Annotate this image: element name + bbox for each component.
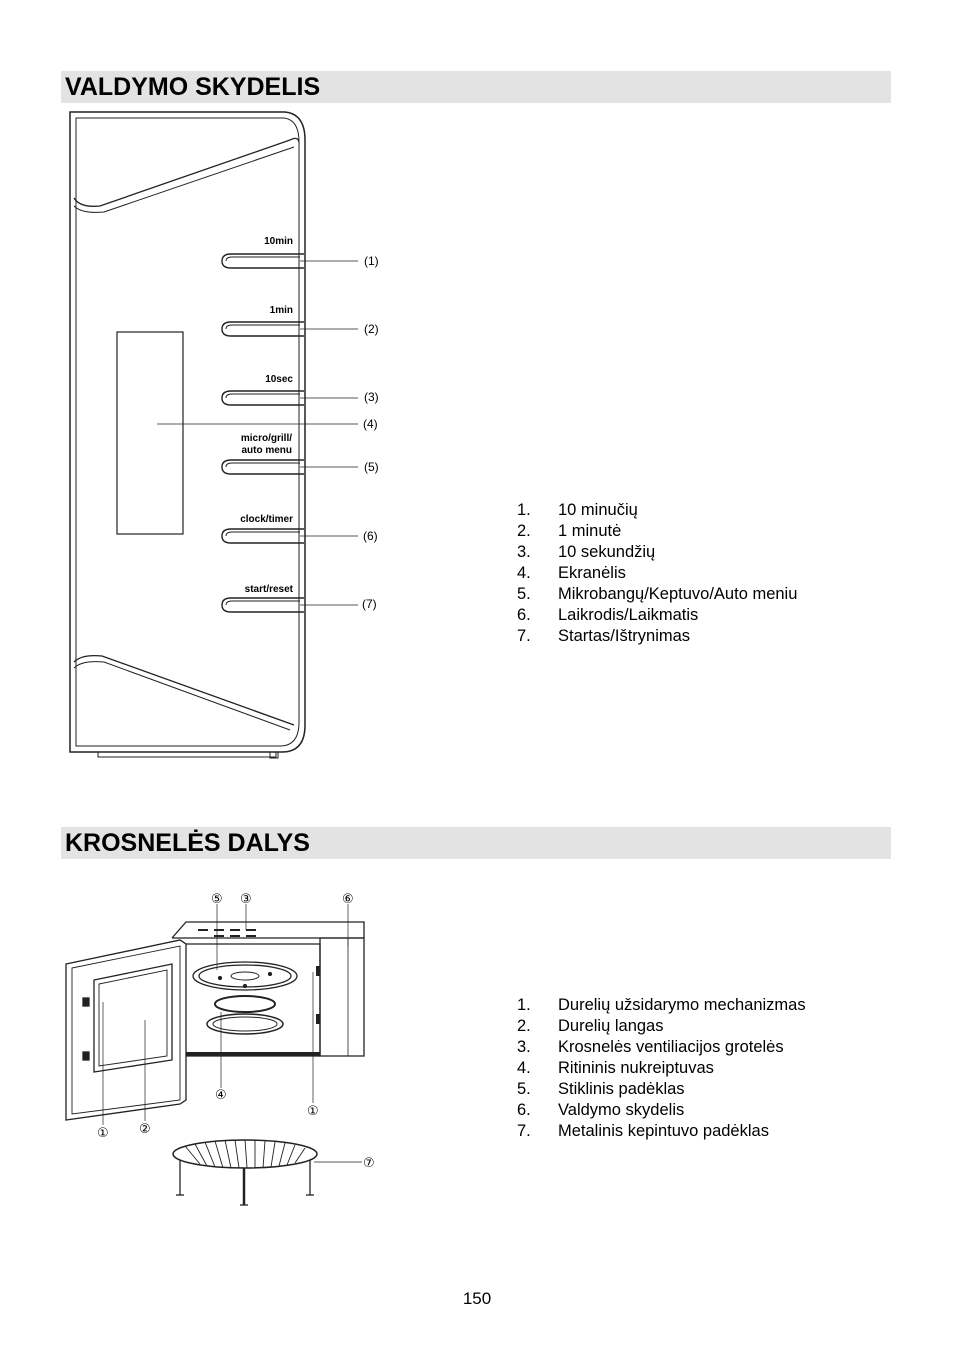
- control-legend-item-number: 2.: [517, 522, 531, 540]
- parts-legend-item-number: 3.: [517, 1038, 531, 1056]
- parts-legend-item-text: Durelių langas: [558, 1017, 664, 1035]
- callout-c7: ⑦: [363, 1156, 375, 1171]
- section-title-oven-parts: KROSNELĖS DALYS: [61, 827, 891, 859]
- control-legend-item-number: 4.: [517, 564, 531, 582]
- callout-1: (1): [364, 254, 379, 268]
- parts-legend-item-number: 4.: [517, 1059, 531, 1077]
- parts-legend-item-number: 6.: [517, 1101, 531, 1119]
- callout-2: (2): [364, 322, 379, 336]
- control-legend-item-number: 3.: [517, 543, 531, 561]
- button-label-1min: 1min: [269, 305, 293, 316]
- parts-legend-item-number: 5.: [517, 1080, 531, 1098]
- control-legend-item-text: Ekranėlis: [558, 564, 626, 582]
- parts-legend-item-text: Valdymo skydelis: [558, 1101, 685, 1119]
- button-label-clock-timer: clock/timer: [240, 514, 293, 525]
- control-legend-item-text: 10 sekundžių: [558, 543, 656, 561]
- parts-legend-item-number: 7.: [517, 1122, 531, 1140]
- callout-c5: ⑤: [211, 892, 223, 907]
- control-legend-item-text: Startas/Ištrynimas: [558, 627, 691, 645]
- parts-legend-item-text: Ritininis nukreiptuvas: [558, 1059, 714, 1077]
- page-number: 150: [462, 1289, 492, 1308]
- callout-4: (4): [363, 417, 378, 431]
- callout-c4: ④: [215, 1088, 227, 1103]
- callout-c1-left: ①: [97, 1126, 109, 1141]
- button-label-10sec: 10sec: [265, 374, 293, 385]
- control-legend-item-number: 7.: [517, 627, 531, 645]
- control-legend-item-text: 1 minutė: [558, 522, 622, 540]
- parts-legend-item-text: Krosnelės ventiliacijos grotelės: [558, 1038, 784, 1056]
- button-label-micro-grill: micro/grill/: [240, 433, 292, 444]
- control-legend-item-text: Mikrobangų/Keptuvo/Auto meniu: [558, 585, 798, 603]
- control-legend-item-text: Laikrodis/Laikmatis: [558, 606, 699, 624]
- callout-c1-right: ①: [307, 1104, 319, 1119]
- callout-c3: ③: [240, 892, 252, 907]
- parts-legend-item-number: 2.: [517, 1017, 531, 1035]
- callout-c6: ⑥: [342, 892, 354, 907]
- control-legend-item-text: 10 minučių: [558, 501, 638, 519]
- control-legend-item-number: 6.: [517, 606, 531, 624]
- button-label-auto-menu: auto menu: [241, 445, 292, 456]
- control-legend-item-number: 5.: [517, 585, 531, 603]
- button-label-start-reset: start/reset: [244, 584, 293, 595]
- callout-5: (5): [364, 460, 379, 474]
- parts-legend-item-number: 1.: [517, 996, 531, 1014]
- parts-legend-item-text: Durelių užsidarymo mechanizmas: [558, 996, 806, 1014]
- callout-6: (6): [363, 529, 378, 543]
- callout-7: (7): [362, 597, 377, 611]
- parts-legend-item-text: Metalinis kepintuvo padėklas: [558, 1122, 769, 1140]
- section-title-control-panel: VALDYMO SKYDELIS: [61, 71, 891, 103]
- control-legend-item-number: 1.: [517, 501, 531, 519]
- parts-legend-item-text: Stiklinis padėklas: [558, 1080, 685, 1098]
- button-label-10min: 10min: [264, 236, 293, 247]
- callout-c2: ②: [139, 1122, 151, 1137]
- callout-3: (3): [364, 390, 379, 404]
